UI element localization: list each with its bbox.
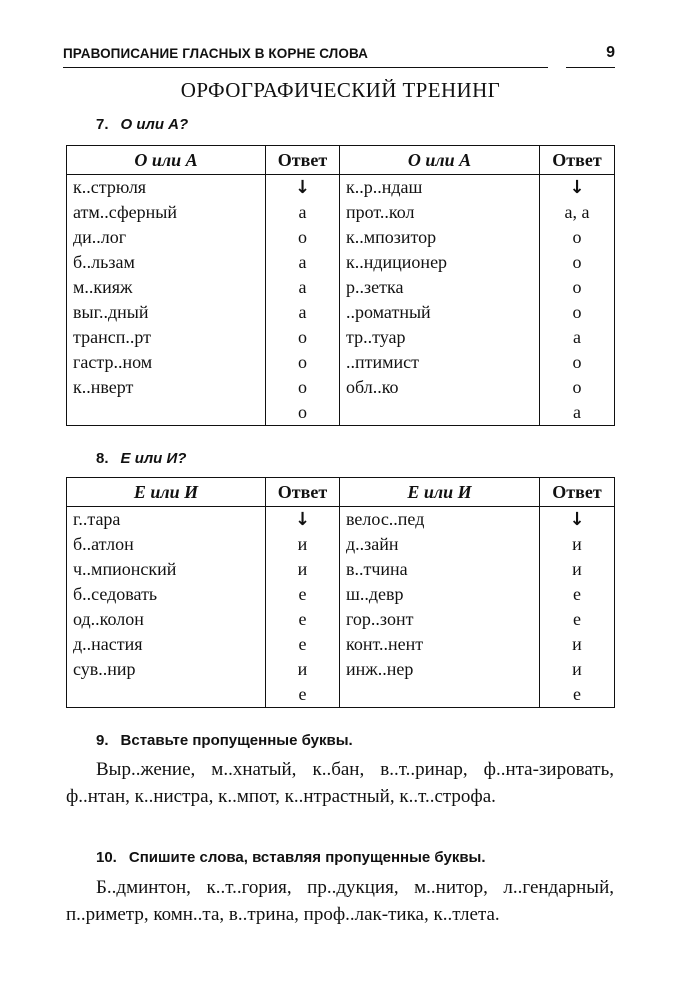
word-value: ш..девр <box>346 584 404 604</box>
answer-cell <box>266 582 340 607</box>
word-value: ..роматный <box>346 302 431 322</box>
arrow-down-icon: ↓ <box>569 177 585 198</box>
arrow-down-icon: ↓ <box>294 509 311 530</box>
task9-number: 9. <box>96 732 109 749</box>
word-value: ди..лог <box>73 227 127 247</box>
answer-cell <box>540 582 615 607</box>
table-row <box>67 582 615 607</box>
word-cell <box>67 275 266 300</box>
answer-value: а <box>298 302 307 322</box>
task10-heading <box>96 849 486 866</box>
header-rule <box>63 67 548 68</box>
word-cell <box>340 300 540 325</box>
answer-value: о <box>298 377 307 397</box>
running-header <box>63 46 615 70</box>
task8-table <box>66 477 615 708</box>
word-value: д..настия <box>73 634 143 654</box>
answer-value: о <box>572 277 582 297</box>
word-value: к..нверт <box>73 377 134 397</box>
word-cell <box>340 225 540 250</box>
answer-value: о <box>298 327 307 347</box>
word-cell <box>340 532 540 557</box>
answer-value: о <box>298 227 307 247</box>
answer-cell <box>540 250 615 275</box>
task10-text: Б..дминтон, к..т..гория, пр..дукция, м..нитор, л..гендарный, п..риметр, комн..та, в..трина, проф..лак-тика, к..тлета. <box>66 877 614 925</box>
word-cell <box>340 607 540 632</box>
answer-cell <box>540 325 615 350</box>
answer-cell <box>540 225 615 250</box>
column-header-answer: Ответ <box>540 478 615 507</box>
word-value: к..р..ндаш <box>346 177 423 197</box>
word-cell <box>340 400 540 426</box>
word-cell <box>67 300 266 325</box>
word-cell <box>67 607 266 632</box>
answer-cell <box>540 275 615 300</box>
answer-cell <box>266 325 340 350</box>
answer-value: и <box>297 559 308 579</box>
task7-number: 7. <box>96 116 109 133</box>
word-cell <box>340 682 540 708</box>
answer-cell <box>266 607 340 632</box>
answer-cell <box>540 350 615 375</box>
answer-value: о <box>572 227 582 247</box>
word-value: прот..кол <box>346 202 415 222</box>
task9-title: Вставьте пропущенные буквы. <box>120 732 353 749</box>
table-row <box>67 375 615 400</box>
word-cell <box>67 325 266 350</box>
answer-value: и <box>297 534 308 554</box>
answer-value: е <box>298 609 307 629</box>
word-cell <box>67 507 266 533</box>
table-row <box>67 682 615 708</box>
answer-value: о <box>298 352 307 372</box>
answer-cell <box>266 557 340 582</box>
answer-value: о <box>572 302 582 322</box>
task7-heading <box>96 116 188 133</box>
word-value: б..атлон <box>73 534 134 554</box>
answer-cell <box>540 400 615 426</box>
word-value: тр..туар <box>346 327 406 347</box>
answer-cell <box>266 300 340 325</box>
word-cell <box>340 325 540 350</box>
column-header-answer: Ответ <box>266 146 340 175</box>
answer-value: о <box>298 402 307 422</box>
answer-value: е <box>298 584 307 604</box>
answer-value: а <box>573 402 581 422</box>
answer-value: е <box>573 684 581 704</box>
table-row <box>67 225 615 250</box>
word-cell <box>340 657 540 682</box>
word-value: од..колон <box>73 609 144 629</box>
answer-value: и <box>572 659 582 679</box>
table-row <box>67 657 615 682</box>
answer-value: а, а <box>564 202 590 222</box>
word-value: г..тара <box>73 509 121 529</box>
word-cell <box>340 200 540 225</box>
arrow-down-icon: ↓ <box>569 509 585 530</box>
word-cell <box>67 532 266 557</box>
word-value: в..тчина <box>346 559 408 579</box>
word-value: гастр..ном <box>73 352 153 372</box>
word-value: выг..дный <box>73 302 149 322</box>
answer-cell <box>540 657 615 682</box>
answer-value: а <box>298 277 307 297</box>
word-value: конт..нент <box>346 634 424 654</box>
column-header-word: Е или И <box>340 478 540 507</box>
arrow-down-icon: ↓ <box>294 177 311 198</box>
word-cell <box>340 507 540 533</box>
word-cell <box>340 175 540 201</box>
column-header-word: О или А <box>340 146 540 175</box>
table-row <box>67 532 615 557</box>
answer-cell <box>540 200 615 225</box>
page-number: 9 <box>606 44 615 61</box>
table-row <box>67 632 615 657</box>
answer-cell <box>266 175 340 201</box>
word-cell <box>340 350 540 375</box>
word-value: инж..нер <box>346 659 414 679</box>
word-cell <box>340 557 540 582</box>
answer-cell <box>540 300 615 325</box>
answer-cell <box>540 632 615 657</box>
answer-cell <box>266 632 340 657</box>
answer-value: и <box>572 559 582 579</box>
table-row <box>67 200 615 225</box>
answer-cell <box>266 200 340 225</box>
word-value: б..седовать <box>73 584 158 604</box>
section-title: ОРФОГРАФИЧЕСКИЙ ТРЕНИНГ <box>180 78 501 102</box>
answer-value: о <box>572 252 582 272</box>
word-cell <box>67 632 266 657</box>
word-cell <box>67 557 266 582</box>
table-row <box>67 250 615 275</box>
table-header-row <box>67 478 615 507</box>
answer-value: и <box>297 659 308 679</box>
word-cell <box>340 250 540 275</box>
table-row <box>67 275 615 300</box>
answer-value: е <box>298 634 307 654</box>
answer-cell <box>540 682 615 708</box>
table-header-row <box>67 146 615 175</box>
answer-cell <box>540 557 615 582</box>
word-cell <box>67 200 266 225</box>
word-value: атм..сферный <box>73 202 178 222</box>
answer-value: о <box>572 377 582 397</box>
word-cell <box>67 582 266 607</box>
answer-cell <box>540 532 615 557</box>
answer-cell <box>540 507 615 533</box>
word-value: ч..мпионский <box>73 559 177 579</box>
answer-value: а <box>573 327 581 347</box>
column-header-word: Е или И <box>67 478 266 507</box>
answer-cell <box>540 607 615 632</box>
word-cell <box>340 582 540 607</box>
word-cell <box>67 657 266 682</box>
answer-cell <box>540 175 615 201</box>
table-row <box>67 300 615 325</box>
task7-title: О или А? <box>120 116 189 133</box>
task8-number: 8. <box>96 450 109 467</box>
word-cell <box>67 250 266 275</box>
answer-cell <box>266 225 340 250</box>
word-value: велос..пед <box>346 509 425 529</box>
word-value: д..зайн <box>346 534 399 554</box>
answer-cell <box>266 400 340 426</box>
word-cell <box>340 275 540 300</box>
task7-table <box>66 145 615 426</box>
word-value: к..мпозитор <box>346 227 437 247</box>
word-value: трансп..рт <box>73 327 151 347</box>
table-row <box>67 325 615 350</box>
table-row <box>67 350 615 375</box>
task8-title: Е или И? <box>120 450 187 467</box>
answer-cell <box>266 682 340 708</box>
page-number-rule <box>566 67 615 68</box>
column-header-answer: Ответ <box>540 146 615 175</box>
word-value: ..птимист <box>346 352 420 372</box>
word-cell <box>340 375 540 400</box>
word-cell <box>67 175 266 201</box>
column-header-word: О или А <box>67 146 266 175</box>
answer-cell <box>266 250 340 275</box>
answer-cell <box>266 275 340 300</box>
answer-cell <box>266 657 340 682</box>
answer-value: а <box>298 202 307 222</box>
word-value: к..стрюля <box>73 177 147 197</box>
answer-value: а <box>298 252 307 272</box>
answer-cell <box>266 507 340 533</box>
word-value: гор..зонт <box>346 609 414 629</box>
word-value: р..зетка <box>346 277 404 297</box>
answer-cell <box>266 350 340 375</box>
word-value: б..льзам <box>73 252 135 272</box>
answer-cell <box>266 375 340 400</box>
answer-value: и <box>572 534 582 554</box>
table-row <box>67 557 615 582</box>
word-value: обл..ко <box>346 377 399 397</box>
word-value: сув..нир <box>73 659 136 679</box>
word-value: к..ндиционер <box>346 252 448 272</box>
word-value: м..кияж <box>73 277 133 297</box>
column-header-answer: Ответ <box>266 478 340 507</box>
word-cell <box>340 632 540 657</box>
answer-cell <box>266 532 340 557</box>
task10-number: 10. <box>96 849 117 866</box>
answer-value: е <box>298 684 307 704</box>
task9-heading <box>96 732 353 749</box>
word-cell <box>67 225 266 250</box>
task10-title: Спишите слова, вставляя пропущенные буквы. <box>128 849 486 866</box>
table-row <box>67 175 615 201</box>
table-row <box>67 507 615 533</box>
answer-value: и <box>572 634 582 654</box>
word-cell <box>67 682 266 708</box>
word-cell <box>67 400 266 426</box>
word-cell <box>67 375 266 400</box>
task9-text: Выр..жение, м..хнатый, к..бан, в..т..ринар, ф..нта-зировать, ф..нтан, к..нистра, к..мпот, к..нтрастный, к..т..строфа. <box>66 759 614 807</box>
running-title: ПРАВОПИСАНИЕ ГЛАСНЫХ В КОРНЕ СЛОВА <box>63 46 368 61</box>
table-row <box>67 400 615 426</box>
answer-cell <box>540 375 615 400</box>
task8-heading <box>96 450 186 467</box>
answer-value: е <box>573 609 581 629</box>
word-cell <box>67 350 266 375</box>
answer-value: о <box>572 352 582 372</box>
table-row <box>67 607 615 632</box>
answer-value: е <box>573 584 581 604</box>
